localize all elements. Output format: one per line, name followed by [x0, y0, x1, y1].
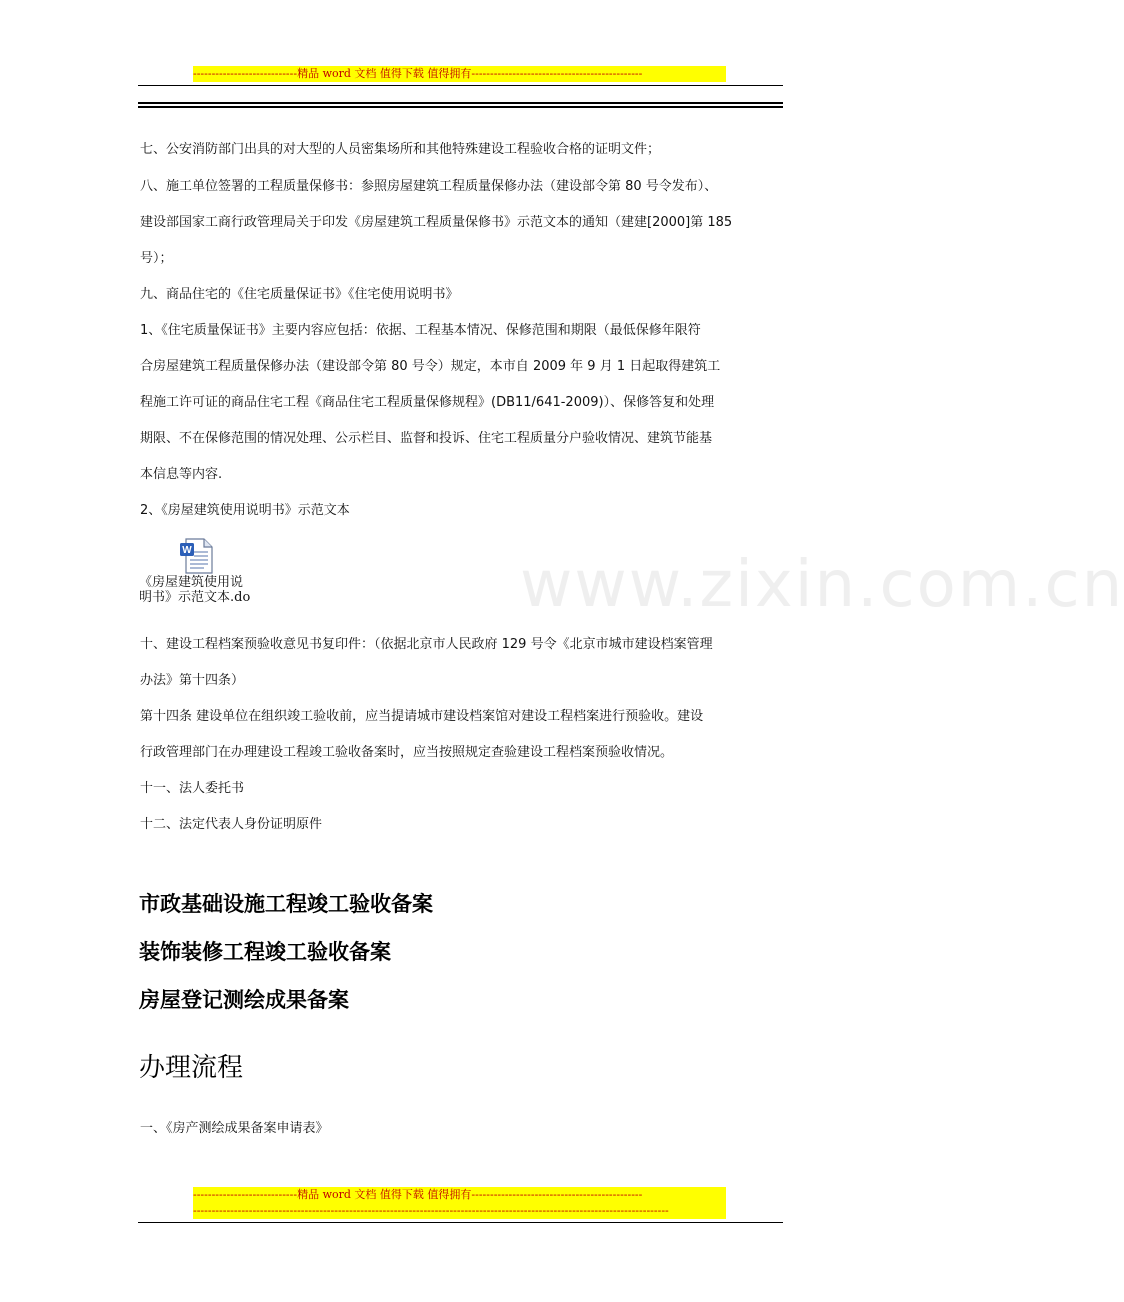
- footer-banner-line-2: --------------------------------------------------------------------------------------------------------------------------------: [193, 1204, 669, 1217]
- item-10-line-2: 办法》第十四条）: [140, 673, 245, 688]
- header-rule-thick-1: [138, 102, 783, 104]
- item-8-line-3: 号）；: [140, 251, 173, 266]
- item-9-1-line-4: 期限、不在保修范围的情况处理、公示栏目、监督和投诉、住宅工程质量分户验收情况、建筑节能基: [140, 431, 713, 446]
- article-14-line-2: 行政管理部门在办理建设工程竣工验收备案时，应当按照规定查验建设工程档案预验收情况。: [140, 745, 674, 760]
- item-8-line-2: 建设部国家工商行政管理局关于印发《房屋建筑工程质量保修书》示范文本的通知（建建[2000]第 185: [140, 215, 733, 230]
- header-rule-thin: [138, 85, 783, 86]
- item-8-line-1: 八、施工单位签署的工程质量保修书：参照房屋建筑工程质量保修办法（建设部令第 80 号令发布）、: [140, 179, 718, 194]
- heading-municipal-filing: 市政基础设施工程竣工验收备案: [139, 892, 433, 916]
- attachment-caption-line-2: 明书》示范文本.do: [139, 590, 251, 605]
- word-document-icon[interactable]: [178, 537, 216, 575]
- item-9-2: 2、《房屋建筑使用说明书》示范文本: [140, 503, 350, 518]
- heading-survey-filing: 房屋登记测绘成果备案: [139, 988, 349, 1012]
- watermark: www.zixin.com.cn: [520, 548, 1124, 622]
- footer-banner: [193, 1187, 726, 1219]
- item-9: 九、商品住宅的《住宅质量保证书》《住宅使用说明书》: [140, 287, 459, 302]
- process-step-1: 一、《房产测绘成果备案申请表》: [140, 1121, 329, 1136]
- footer-rule: [138, 1222, 783, 1223]
- item-9-1-line-2: 合房屋建筑工程质量保修办法（建设部令第 80 号令）规定，本市自 2009 年 9 月 1 日起取得建筑工: [140, 359, 721, 374]
- item-12: 十二、法定代表人身份证明原件: [140, 817, 323, 832]
- header-rule-thick-2: [138, 106, 783, 108]
- article-14-line-1: 第十四条 建设单位在组织竣工验收前，应当提请城市建设档案馆对建设工程档案进行预验收。建设: [140, 709, 704, 724]
- item-9-1-line-3: 程施工许可证的商品住宅工程《商品住宅工程质量保修规程》(DB11/641-2009)）、保修答复和处理: [140, 395, 715, 410]
- item-7: 七、公安消防部门出具的对大型的人员密集场所和其他特殊建设工程验收合格的证明文件；: [140, 142, 661, 157]
- footer-banner-line-1: ----------------------------精品 word 文档 值得下载 值得拥有----------------------------------------------: [193, 1188, 643, 1201]
- svg-text:W: W: [182, 545, 192, 556]
- item-11: 十一、法人委托书: [140, 781, 245, 796]
- header-banner: [193, 66, 726, 82]
- item-10-line-1: 十、建设工程档案预验收意见书复印件：（依据北京市人民政府 129 号令《北京市城市建设档案管理: [140, 637, 713, 652]
- item-9-1-line-5: 本信息等内容.: [140, 467, 223, 482]
- header-banner-text: ----------------------------精品 word 文档 值得下载 值得拥有----------------------------------------------: [193, 67, 643, 80]
- heading-decoration-filing: 装饰装修工程竣工验收备案: [139, 940, 391, 964]
- attachment-caption[interactable]: [139, 575, 279, 605]
- item-9-1-line-1: 1、《住宅质量保证书》主要内容应包括：依据、工程基本情况、保修范围和期限（最低保修年限符: [140, 323, 701, 338]
- heading-process: 办理流程: [139, 1053, 244, 1083]
- attachment-caption-line-1: 《房屋建筑使用说: [139, 575, 244, 590]
